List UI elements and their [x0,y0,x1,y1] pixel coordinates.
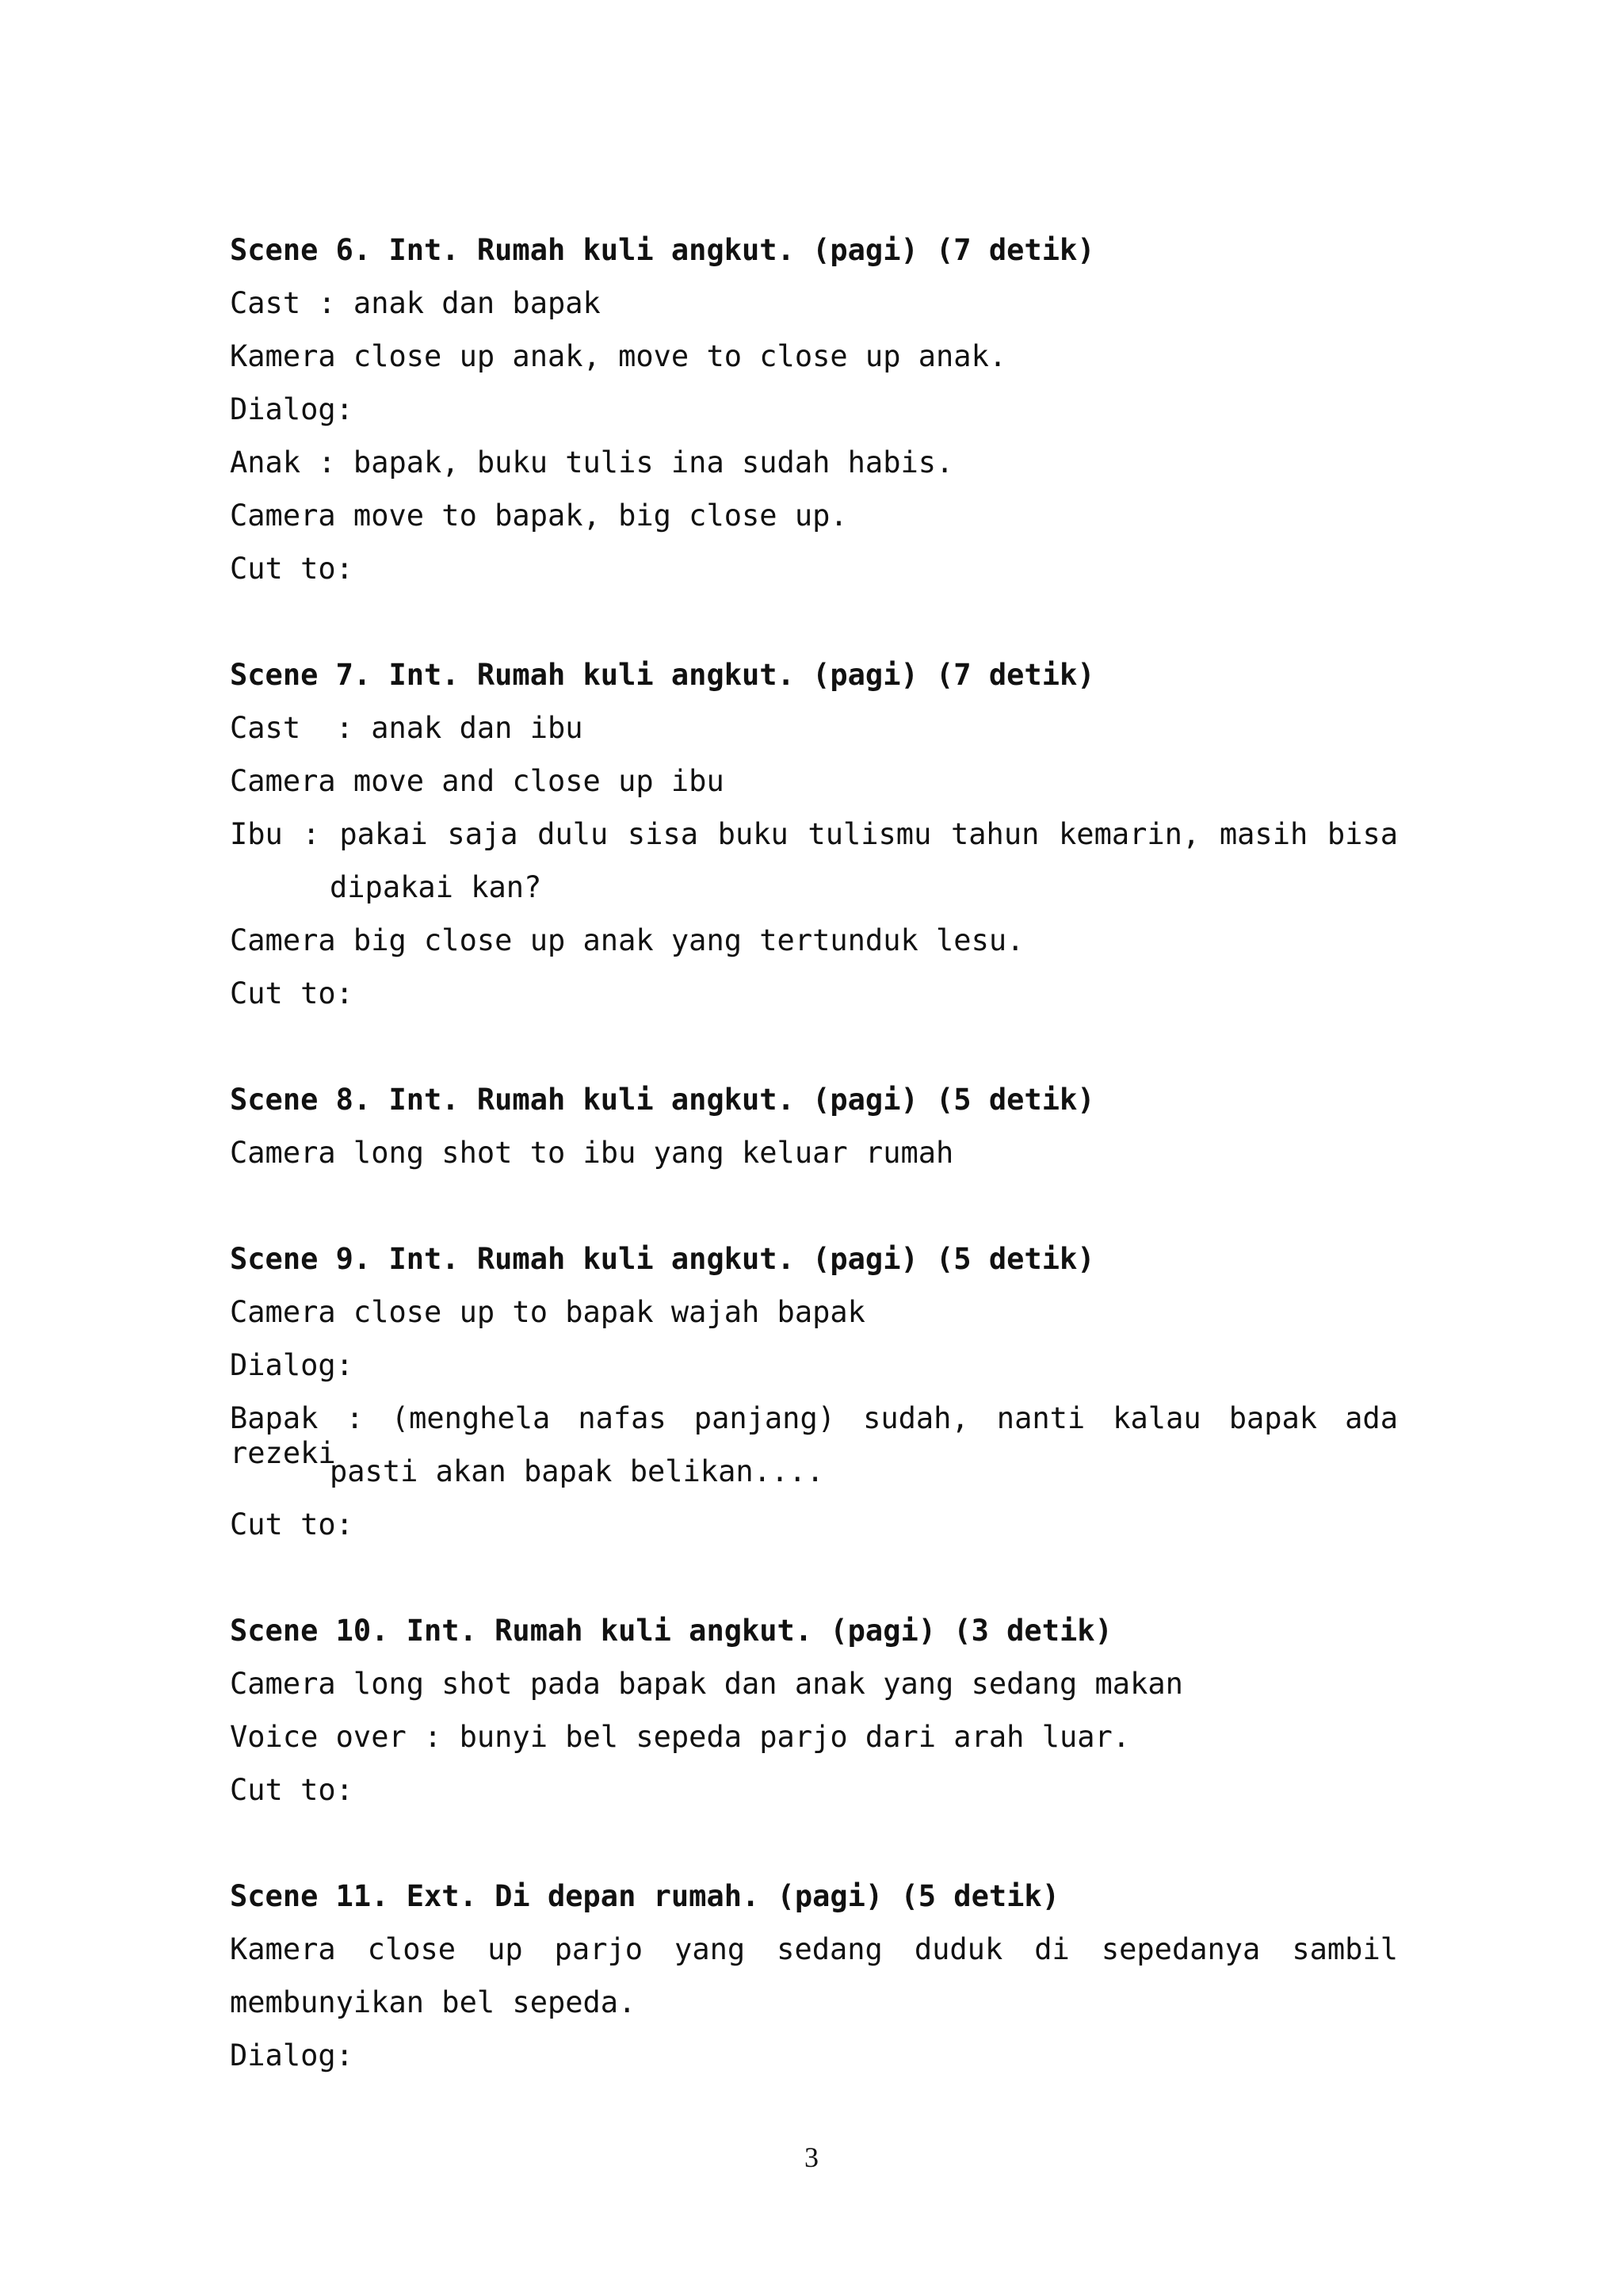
scene-11-camera: Kamera close up parjo yang sedang duduk di sepedanya sambil [230,1932,1398,1966]
scene-6-dialog-line: Anak : bapak, buku tulis ina sudah habis. [230,445,954,479]
scene-7-dialog-line: Ibu : pakai saja dulu sisa buku tulismu tahun kemarin, masih bisa [230,817,1398,851]
scene-9-heading: Scene 9. Int. Rumah kuli angkut. (pagi) (5 detik) [230,1242,1095,1276]
scene-6-dialog-label: Dialog: [230,392,353,426]
scene-10-heading: Scene 10. Int. Rumah kuli angkut. (pagi) (3 detik) [230,1614,1113,1648]
scene-9-cut: Cut to: [230,1507,353,1541]
scene-7-heading: Scene 7. Int. Rumah kuli angkut. (pagi) (7 detik) [230,658,1095,692]
scene-6-camera: Kamera close up anak, move to close up anak. [230,339,1007,373]
scene-6-cast: Cast : anak dan bapak [230,286,601,320]
scene-10-voice-over: Voice over : bunyi bel sepeda parjo dari arah luar. [230,1720,1131,1754]
scene-7-cast: Cast : anak dan ibu [230,711,583,745]
scene-6-camera-move: Camera move to bapak, big close up. [230,499,848,533]
scene-8-heading: Scene 8. Int. Rumah kuli angkut. (pagi) (5 detik) [230,1083,1095,1117]
scene-7-cut: Cut to: [230,976,353,1010]
scene-10-camera: Camera long shot pada bapak dan anak yang sedang makan [230,1667,1183,1701]
scene-7-camera: Camera move and close up ibu [230,764,724,798]
scene-11-camera-continuation: membunyikan bel sepeda. [230,1985,636,2019]
scene-7-camera-closeup: Camera big close up anak yang tertunduk lesu. [230,923,1025,957]
scene-6-cut: Cut to: [230,552,353,586]
scene-9-dialog-continuation: pasti akan bapak belikan.... [330,1454,824,1488]
page-number: 3 [804,2141,819,2173]
scene-6-heading: Scene 6. Int. Rumah kuli angkut. (pagi) (7 detik) [230,233,1095,267]
scene-9-dialog-line: Bapak : (menghela nafas panjang) sudah, nanti kalau bapak ada rezeki [230,1401,1398,1470]
scene-10-cut: Cut to: [230,1773,353,1807]
scene-7-dialog-continuation: dipakai kan? [330,870,542,904]
scene-11-dialog-label: Dialog: [230,2038,353,2073]
scene-8-camera: Camera long shot to ibu yang keluar rumah [230,1136,954,1170]
scene-11-heading: Scene 11. Ext. Di depan rumah. (pagi) (5 detik) [230,1879,1060,1913]
scene-9-dialog-label: Dialog: [230,1348,353,1382]
scene-9-camera: Camera close up to bapak wajah bapak [230,1295,865,1329]
